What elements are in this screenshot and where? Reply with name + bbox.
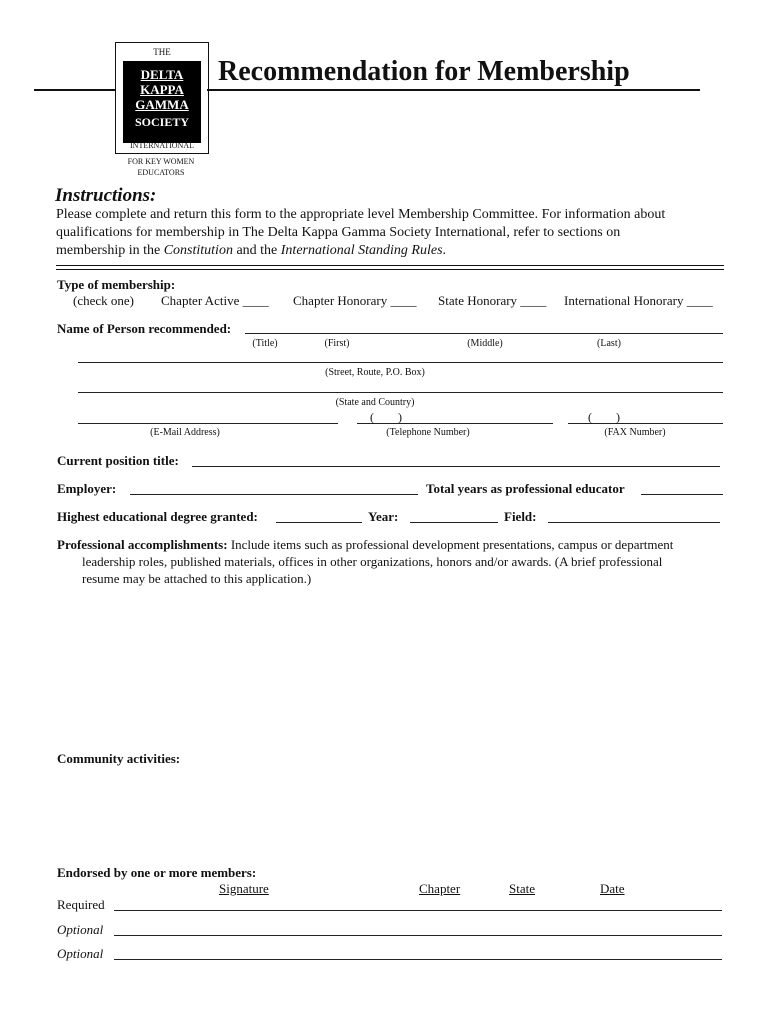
instructions-line-2: qualifications for membership in The Delta Kappa Gamma Society International, refer to sections on	[56, 225, 621, 240]
endorse-row-optional-1-field[interactable]	[114, 935, 722, 936]
endorse-row-optional-2-field[interactable]	[114, 959, 722, 960]
divider-top	[56, 265, 724, 266]
endorse-row-required-field[interactable]	[114, 910, 722, 911]
instructions-line-3	[56, 243, 446, 259]
title-rule-right	[207, 89, 700, 91]
street-field[interactable]	[78, 362, 723, 363]
person-sub-last: (Last)	[597, 338, 621, 349]
position-label: Current position title:	[57, 453, 179, 468]
accomplishments-text-1: Include items such as professional development presentations, campus or department	[230, 537, 674, 552]
divider-bottom	[56, 269, 724, 270]
degree-label: Highest educational degree granted:	[57, 509, 258, 524]
col-state: State	[509, 881, 535, 896]
community-label: Community activities:	[57, 751, 181, 766]
standing-rules-ref: International Standing Rules	[280, 243, 443, 258]
title-rule-left	[34, 89, 115, 91]
phone-area-code: ( )	[370, 410, 402, 424]
employer-label: Employer:	[57, 481, 117, 496]
endorse-row-optional-2-label: Optional	[57, 946, 104, 961]
accomplishments-text-3: resume may be attached to this application.)	[82, 571, 312, 586]
accomplishments-area[interactable]	[57, 590, 723, 740]
person-sub-title: (Title)	[252, 338, 278, 349]
degree-field[interactable]	[276, 522, 362, 523]
person-label: Name of Person recommended:	[57, 321, 232, 336]
logo-tagline-2: EDUCATORS	[137, 168, 185, 177]
state-label: (State and Country)	[335, 397, 415, 408]
years-label: Total years as professional educator	[426, 481, 625, 496]
accomplishments-line-1	[57, 537, 673, 553]
logo-line-delta: DELTA	[140, 67, 184, 82]
membership-check-one: (check one)	[73, 293, 134, 308]
phone-label: (Telephone Number)	[386, 427, 470, 438]
col-signature: Signature	[219, 881, 269, 896]
accomplishments-text-2: leadership roles, published materials, offices in other organizations, honors and/or awards. (A brief professional	[82, 554, 663, 569]
field-field[interactable]	[548, 522, 720, 523]
state-field[interactable]	[78, 392, 723, 393]
logo-international: INTERNATIONAL	[130, 141, 194, 150]
constitution-ref: Constitution	[163, 243, 233, 258]
endorse-heading: Endorsed by one or more members:	[57, 865, 257, 880]
membership-chapter-honorary[interactable]: Chapter Honorary ____	[293, 293, 417, 308]
col-date: Date	[600, 881, 625, 896]
fax-label: (FAX Number)	[604, 427, 666, 438]
instructions-heading: Instructions:	[55, 185, 157, 206]
endorse-row-required-label: Required	[57, 897, 105, 912]
community-area[interactable]	[57, 770, 723, 860]
membership-international-honorary[interactable]: International Honorary ____	[564, 293, 713, 308]
instructions-line-1: Please complete and return this form to the appropriate level Membership Committee. For information about	[56, 207, 666, 222]
street-label: (Street, Route, P.O. Box)	[325, 367, 425, 378]
membership-state-honorary[interactable]: State Honorary ____	[438, 293, 547, 308]
col-chapter: Chapter	[419, 881, 461, 896]
instructions-line-3-end: .	[442, 243, 447, 258]
membership-heading: Type of membership:	[57, 277, 176, 292]
person-sub-first: (First)	[324, 338, 350, 349]
person-sub-middle: (Middle)	[467, 338, 503, 349]
instructions-line-3-mid: and the	[232, 243, 281, 258]
membership-chapter-active[interactable]: Chapter Active ____	[161, 293, 269, 308]
field-label: Field:	[504, 509, 537, 524]
logo-block	[123, 61, 201, 143]
position-field[interactable]	[192, 466, 720, 467]
instructions-line-3-pre: membership in the	[56, 243, 164, 258]
email-field[interactable]	[78, 423, 338, 424]
endorse-row-optional-1-label: Optional	[57, 922, 104, 937]
logo-the: THE	[153, 47, 171, 57]
logo-line-gamma: GAMMA	[135, 97, 189, 112]
email-label: (E-Mail Address)	[150, 427, 220, 438]
years-field[interactable]	[641, 494, 723, 495]
year-label: Year:	[368, 509, 399, 524]
person-name-field[interactable]	[245, 333, 723, 334]
logo-line-kappa: KAPPA	[140, 82, 184, 97]
logo-tagline-1: FOR KEY WOMEN	[127, 157, 195, 166]
page-title: Recommendation for Membership	[218, 56, 630, 87]
employer-field[interactable]	[130, 494, 418, 495]
logo-line-society: SOCIETY	[134, 115, 190, 129]
logo	[115, 42, 209, 154]
fax-area-code: ( )	[588, 410, 620, 424]
accomplishments-label: Professional accomplishments:	[57, 537, 228, 552]
year-field[interactable]	[410, 522, 498, 523]
